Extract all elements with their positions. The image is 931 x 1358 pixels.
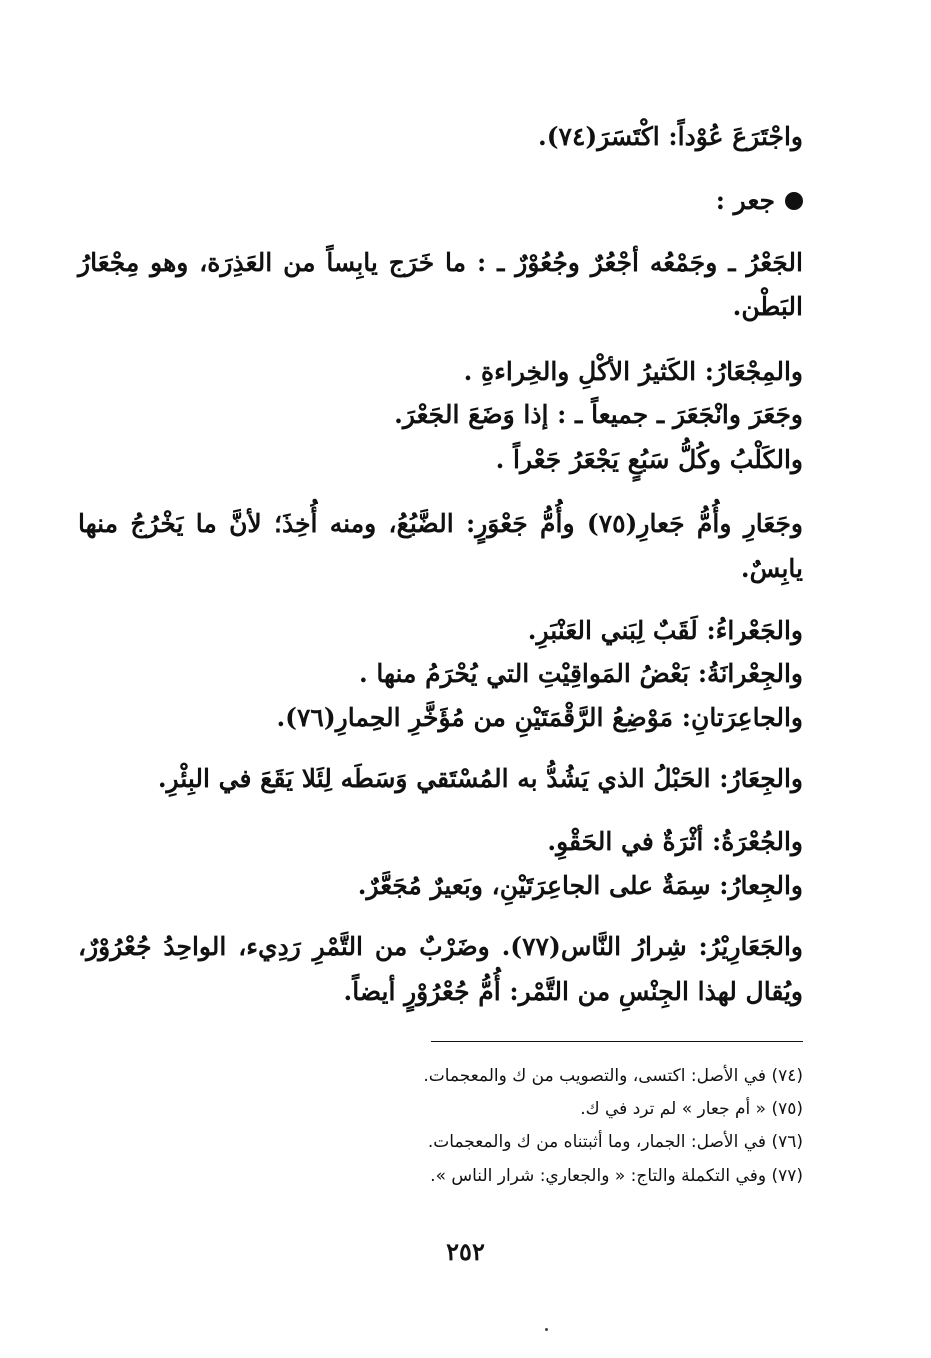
- footnote: (٧٦) في الأصل: الجمار، وما أثبتناه من ك والمعجمات.: [427, 1132, 803, 1152]
- footnote: (٧٧) وفي التكملة والتاج: « والجعاري: شرار الناس ».: [430, 1166, 803, 1186]
- entry-line: والمِجْعَارُ: الكَثيرُ الأكْلِ والخِراءةِ .: [463, 357, 803, 386]
- entry-line: والجُعْرَةُ: أثْرَةٌ في الحَقْوِ.: [547, 827, 803, 856]
- bullet-icon: [785, 192, 803, 210]
- entry-line: والجِعارُ: سِمَةٌ على الجاعِرَتَيْنِ، وبَعيرٌ مُجَعَّرٌ.: [357, 871, 803, 900]
- entry-line: والكَلْبُ وكُلُّ سَبُعٍ يَجْعَرُ جَعْراً .: [495, 445, 803, 474]
- entry-line-ijtara: واجْتَرَعَ عُوْداً: اكْتَسَرَ(٧٤).: [538, 122, 803, 151]
- paragraph-line: وجَعَارِ وأُمُّ جَعارِ(٧٥) وأُمُّ جَعْوَرٍ: الضَّبُعُ، ومنه أُخِذَ؛ لأنَّ ما يَخْرُجُ منها: [78, 509, 803, 538]
- root-heading: [716, 184, 803, 218]
- entry-line: والجِعَارُ: الحَبْلُ الذي يَشُدُّ به المُسْتَقي وَسَطَه لِئَلا يَقَعَ في البِئْرِ.: [157, 764, 803, 793]
- footnote: (٧٤) في الأصل: اكتسى، والتصويب من ك والمعجمات.: [423, 1066, 803, 1086]
- paragraph-line: والجَعَارِيْرُ: شِرارُ النَّاس(٧٧). وضَرْبٌ من التَّمْرِ رَدِيء، الواحِدُ جُعْرُوْرٌ،: [78, 932, 804, 961]
- entry-line: والجَعْراءُ: لَقَبٌ لِبَني العَنْبَرِ.: [527, 616, 803, 645]
- entry-line: وجَعَرَ وانْجَعَرَ ـ جميعاً ـ : إذا وَضَعَ الجَعْرَ.: [394, 400, 803, 429]
- footnote: (٧٥) « أم جعار » لم ترد في ك.: [580, 1099, 803, 1119]
- paragraph-line: البَطْن.: [732, 292, 803, 321]
- scan-speck: [545, 1328, 548, 1331]
- root-heading-text: جعر :: [715, 186, 775, 215]
- footnote-divider: [431, 1041, 803, 1042]
- paragraph-line: يابِسٌ.: [740, 554, 803, 583]
- paragraph-line: الجَعْرُ ـ وجَمْعُه أجْعُرٌ وجُعُوْرٌ ـ : ما خَرَج يابِساً من العَذِرَة، وهو مِجْعَارُ: [78, 248, 803, 277]
- paragraph-line: ويُقال لهذا الجِنْسِ من التَّمْر: أُمُّ جُعْرُوْرٍ أيضاً.: [343, 977, 803, 1006]
- entry-line: والجاعِرَتانِ: مَوْضِعُ الرَّقْمَتَيْنِ من مُؤَخَّرِ الحِمارِ(٧٦).: [276, 703, 803, 732]
- entry-line: والجِعْرانَةُ: بَعْضُ المَواقِيْتِ التي يُحْرَمُ منها .: [358, 659, 803, 688]
- page-number: ٢٥٢: [446, 1237, 485, 1266]
